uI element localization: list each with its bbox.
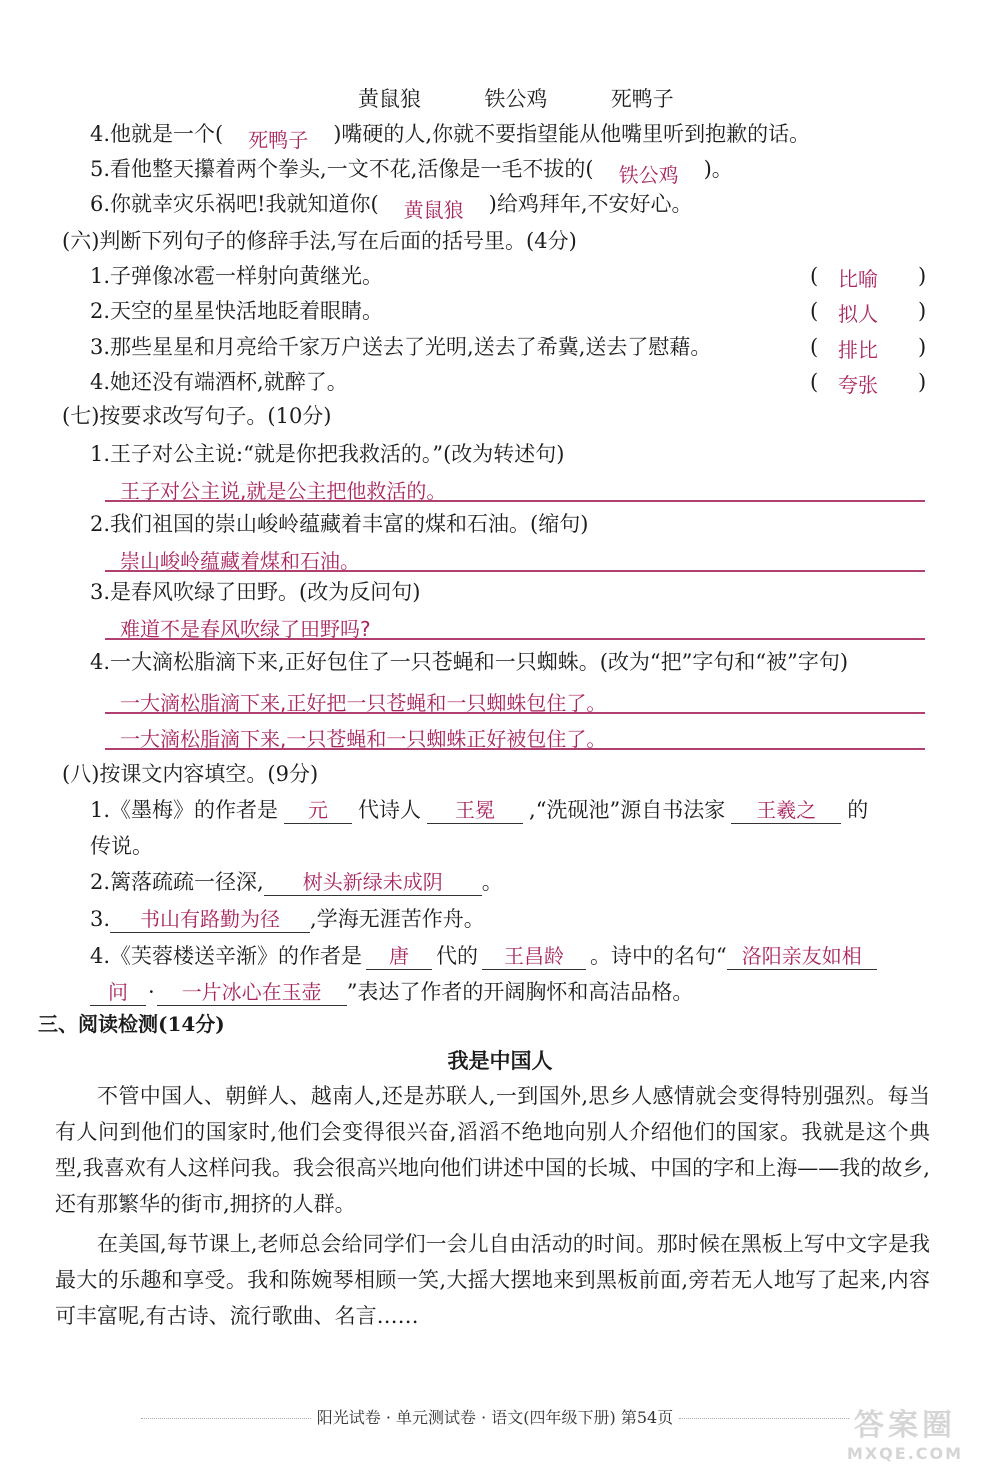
rewrite-question: 2.我们祖国的崇山峻岭蕴藏着丰富的煤和石油。(缩句) bbox=[90, 512, 589, 536]
watermark-url: MXQE.COM bbox=[846, 1444, 964, 1463]
question-text: 的 bbox=[847, 798, 869, 822]
question-text: 代诗人 bbox=[358, 798, 422, 822]
handwritten-answer: 唐 bbox=[366, 943, 432, 970]
article-title: 我是中国人 bbox=[447, 1048, 553, 1073]
rhetoric-question: 3.那些星星和月亮给千家万户送去了光明,送去了希冀,送去了慰藉。 bbox=[90, 335, 712, 359]
section-8-heading: (八)按课文内容填空。(9分) bbox=[62, 762, 319, 786]
handwritten-answer: 难道不是春风吹绿了田野吗? bbox=[120, 617, 371, 641]
article-paragraph: 不管中国人、朝鲜人、越南人,还是苏联人,一到国外,思乡人感情就会变得特别强烈。每当有人问到他们的国家时,他们会变得很兴奋,滔滔不绝地向别人介绍他们的国家。我就是这个典型,我喜欢有人这样问我。我会很高兴地向他们讲述中国的长城、中国的字和上海——我的故乡,还有那繁华的街市,拥挤的人群。 bbox=[55, 1084, 930, 1216]
handwritten-answer: 排比 bbox=[838, 338, 878, 362]
word-bank-item: 死鸭子 bbox=[610, 87, 674, 111]
question-text: 1.《墨梅》的作者是 bbox=[90, 798, 279, 822]
handwritten-answer: 夸张 bbox=[838, 373, 878, 397]
section-3-heading: 三、阅读检测(14分) bbox=[38, 1012, 225, 1036]
word-bank-item: 黄鼠狼 bbox=[358, 87, 421, 111]
handwritten-answer: 铁公鸡 bbox=[618, 163, 679, 187]
word-bank-item: 铁公鸡 bbox=[484, 87, 548, 111]
answer-line bbox=[105, 500, 925, 502]
question-text: 2.篱落疏疏一径深, bbox=[90, 870, 264, 894]
question-5-6 bbox=[90, 190, 693, 222]
fill-question-1-cont: 传说。 bbox=[90, 834, 153, 858]
answer-line bbox=[105, 748, 925, 750]
question-text: )嘴硬的人,你就不要指望能从他嘴里听到抱歉的话。 bbox=[333, 122, 811, 146]
rhetoric-question: 4.她还没有端酒杯,就醉了。 bbox=[90, 370, 348, 394]
article-paragraph: 在美国,每节课上,老师总会给同学们一会儿自由活动的时间。那时候在黑板上写中文字是我最大的乐趣和享受。我和陈婉琴相顾一笑,大摇大摆地来到黑板前面,旁若无人地写了起来,内容可丰富呢,有古诗、流行歌曲、名言…… bbox=[55, 1232, 930, 1328]
handwritten-answer: 书山有路勤为径 bbox=[110, 906, 310, 933]
handwritten-answer: 一大滴松脂滴下来,一只苍蝇和一只蜘蛛正好被包住了。 bbox=[120, 727, 607, 751]
handwritten-answer: 拟人 bbox=[838, 302, 878, 326]
question-text: 5.看他整天攥着两个拳头,一文不花,活像是一毛不拔的( bbox=[90, 157, 594, 181]
footer-divider bbox=[141, 1418, 311, 1419]
question-text: )给鸡拜年,不安好心。 bbox=[488, 192, 693, 216]
handwritten-answer: 一大滴松脂滴下来,正好把一只苍蝇和一只蜘蛛包住了。 bbox=[120, 691, 607, 715]
rhetoric-question: 1.子弹像冰雹一样射向黄继光。 bbox=[90, 264, 384, 288]
footer-text: 阳光试卷 · 单元测试卷 · 语文(四年级下册) 第54页 bbox=[316, 1408, 674, 1427]
section-7-heading: (七)按要求改写句子。(10分) bbox=[62, 404, 332, 428]
handwritten-answer: 洛阳亲友如相 bbox=[727, 943, 877, 970]
question-text: 4.他就是一个( bbox=[90, 122, 224, 146]
question-text: · bbox=[148, 980, 155, 1004]
rewrite-question: 4.一大滴松脂滴下来,正好包住了一只苍蝇和一只蜘蛛。(改为“把”字句和“被”字句) bbox=[90, 650, 849, 674]
fill-question-3 bbox=[90, 905, 485, 933]
rhetoric-question: 2.天空的星星快活地眨着眼睛。 bbox=[90, 299, 384, 323]
answer-line bbox=[105, 712, 925, 714]
page-footer bbox=[55, 1405, 935, 1428]
answer-line bbox=[105, 570, 925, 572]
question-text: 。 bbox=[481, 870, 503, 894]
handwritten-answer: 死鸭子 bbox=[248, 128, 309, 152]
handwritten-answer: 王昌龄 bbox=[482, 943, 586, 970]
handwritten-answer: 元 bbox=[284, 797, 352, 824]
handwritten-answer: 一片冰心在玉壶 bbox=[157, 979, 347, 1006]
fill-question-1 bbox=[90, 796, 868, 824]
footer-divider bbox=[679, 1418, 849, 1419]
section-6-heading: (六)判断下列句子的修辞手法,写在后面的括号里。(4分) bbox=[62, 229, 577, 253]
handwritten-answer: 黄鼠狼 bbox=[403, 198, 464, 222]
handwritten-answer: 树头新绿未成阴 bbox=[264, 869, 482, 896]
question-text: 3. bbox=[90, 907, 111, 931]
handwritten-answer: 王羲之 bbox=[731, 797, 841, 824]
question-text: ,“洗砚池”源自书法家 bbox=[529, 798, 726, 822]
question-text: ,学海无涯苦作舟。 bbox=[310, 907, 485, 931]
fill-question-4-cont bbox=[90, 978, 693, 1006]
question-5-5 bbox=[90, 155, 733, 187]
handwritten-answer: 崇山峻岭蕴藏着煤和石油。 bbox=[120, 549, 360, 573]
question-text: 6.你就幸灾乐祸吧!我就知道你( bbox=[90, 192, 379, 216]
watermark-text: 答案圈 bbox=[854, 1408, 956, 1443]
word-bank bbox=[358, 85, 674, 113]
handwritten-answer: 王子对公主说,就是公主把他救活的。 bbox=[120, 479, 447, 503]
fill-question-4 bbox=[90, 942, 877, 970]
rewrite-question: 1.王子对公主说:“就是你把我救活的。”(改为转述句) bbox=[90, 442, 565, 466]
question-5-4 bbox=[90, 120, 811, 152]
answer-line bbox=[105, 638, 925, 640]
rewrite-question: 3.是春风吹绿了田野。(改为反问句) bbox=[90, 580, 421, 604]
watermark-logo bbox=[830, 1400, 980, 1463]
fill-question-2 bbox=[90, 868, 503, 896]
question-text: 4.《芙蓉楼送辛渐》的作者是 bbox=[90, 944, 363, 968]
handwritten-answer: 王冕 bbox=[427, 797, 523, 824]
question-text: ”表达了作者的开阔胸怀和高洁品格。 bbox=[346, 980, 694, 1004]
question-text: 代的 bbox=[436, 944, 479, 968]
question-text: 。诗中的名句“ bbox=[590, 944, 727, 968]
handwritten-answer: 问 bbox=[90, 979, 146, 1006]
question-text: )。 bbox=[703, 157, 733, 181]
handwritten-answer: 比喻 bbox=[838, 267, 878, 291]
